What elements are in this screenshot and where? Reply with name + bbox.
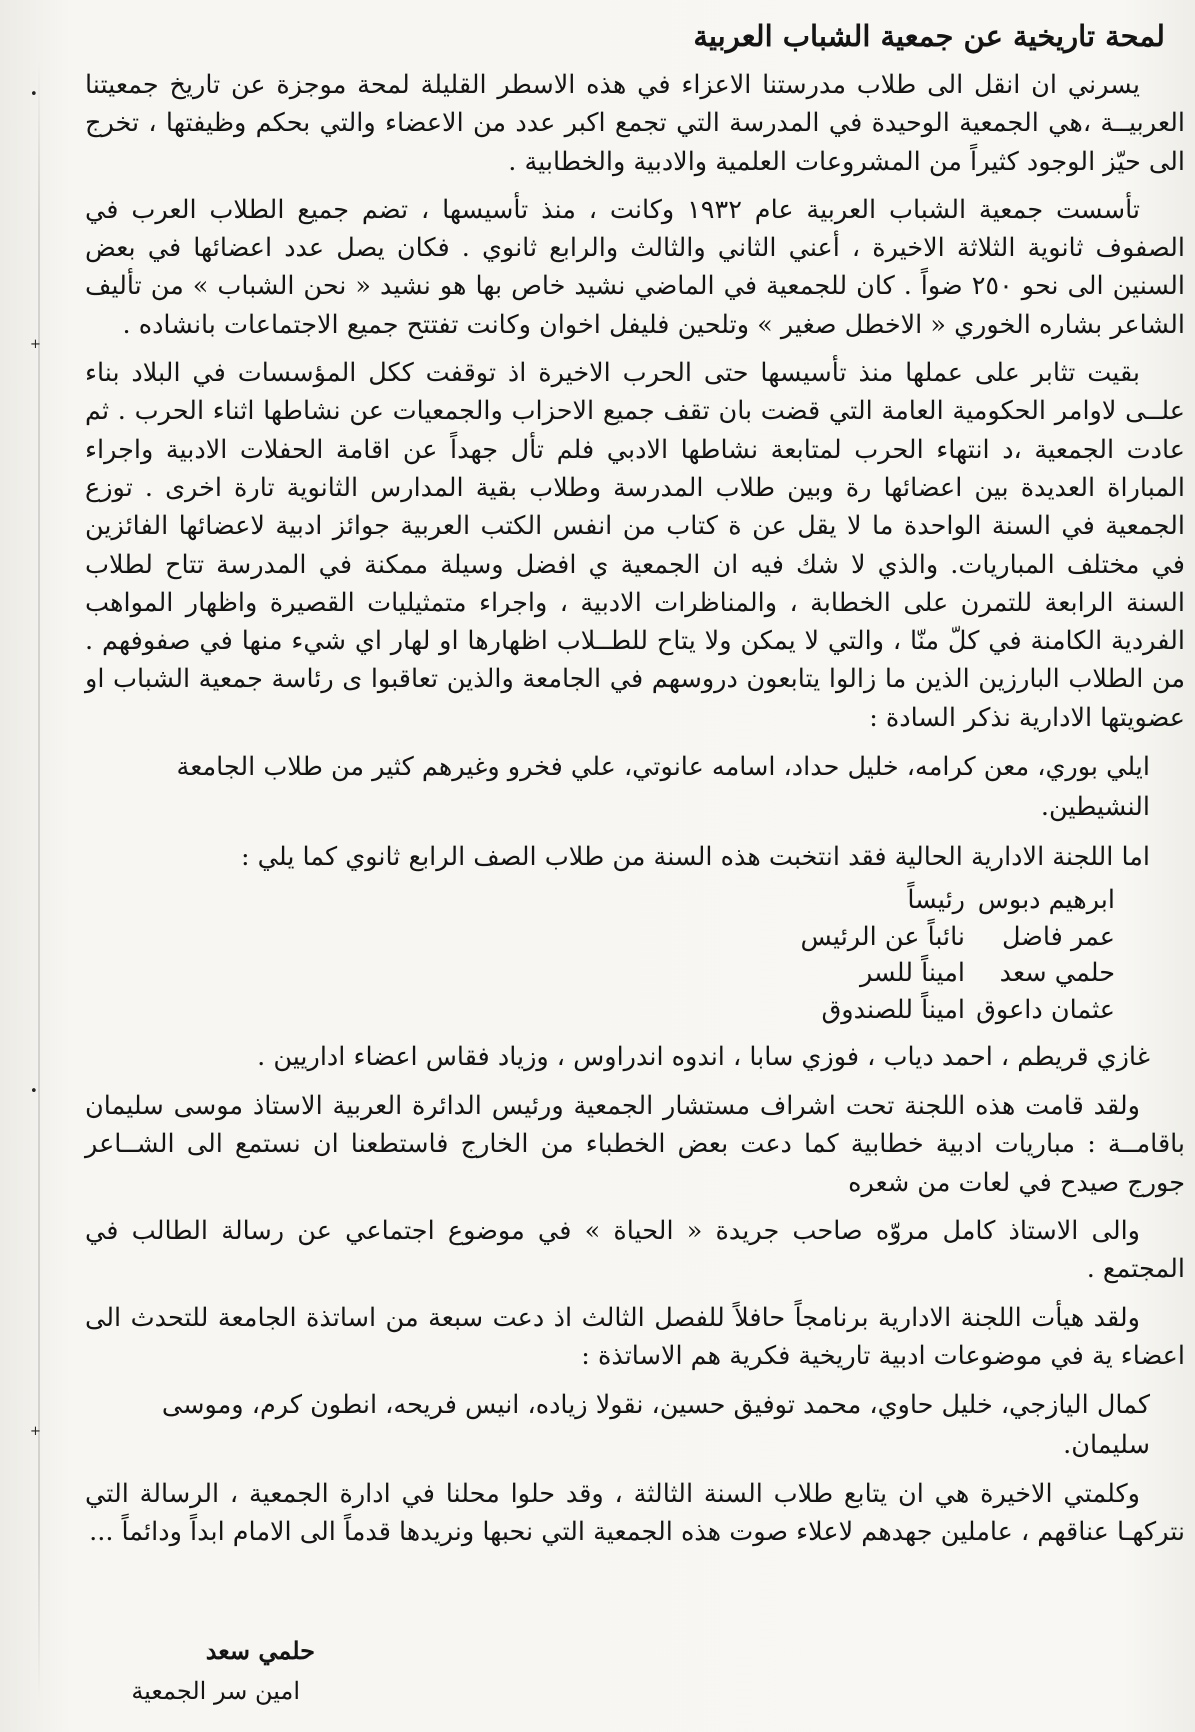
member-role: اميناً للسر [859,958,965,989]
committee-row [85,995,1115,1032]
member-name: حلمي سعد [999,958,1115,989]
guest-speaker-paragraph: والى الاستاذ كامل مروّه صاحب جريدة « الحياة » في موضوع اجتماعي عن رسالة الطالب في المجتمع . [85,1215,1185,1285]
history-paragraph: تأسست جمعية الشباب العربية عام ١٩٣٢ وكانت ، منذ تأسيسها ، تضم جميع الطلاب العرب في الصفوف ثانوية الثلاثة الاخيرة ، أعني الثاني والثالث والرابع ثانوي . فكان يصل عدد اعضائها في بعض السنين الى نحو ٢٥٠ ضواً . كان للجمعية في الماضي نشيد خاص بها هو نشيد « نحن الشباب » من تأليف الشاعر بشاره الخوري « الاخطل صغير » وتلحين فليفل اخوان وكانت تفتتح جميع الاجتماعات بانشاده . [85,194,1185,340]
member-name: عمر فاضل [1001,921,1115,952]
activities-paragraph: بقيت تثابر على عملها منذ تأسيسها حتى الحرب الاخيرة اذ توقفت ككل المؤسسات في البلاد بناء علــى لاوامر الحكومية العامة التي قضت بان تقف جميع الاحزاب والجمعيات عن نشاطها اثناء الحرب . ثم عادت الجمعية ،د انتهاء الحرب لمتابعة نشاطها الادبي فلم تأل جهداً عن اقامة الحفلات الادبية واجراء المباراة العديدة بين اعضائها رة وبين طلاب المدرسة وطلاب بقية المدارس الثانوية تارة اخرى . توزع الجمعية في السنة الواحدة ما لا يقل عن ة كتاب من انفس الكتب العربية جوائز ادبية لاعضائها الفائزين في مختلف المباريات. والذي لا شك فيه ان الجمعية ي افضل وسيلة ممكنة في المدرسة تتاح لطلاب السنة الرابعة للتمرن على الخطابة ، والمناظرات الادبية ، واجراء متمثيليات القصيرة واظهار المواهب الفردية الكامنة في كلّ منّا ، والتي لا يمكن ولا يتاح للطــلاب اظهارها او لهار اي شيء منها في صفوفهم . من الطلاب البارزين الذين ما زالوا يتابعون دروسهم في الجامعة والذين تعاقبوا ى رئاسة جمعية الشباب او عضويتها الادارية نذكر السادة : [85,358,1185,733]
committee-table [85,885,1115,1031]
member-name: عثمان داعوق [976,994,1115,1025]
professors-list: كمال اليازجي، خليل حاوي، محمد توفيق حسين، نقولا زياده، انيس فريحه، انطون كرم، وموسى سليمان. [161,1390,1150,1461]
article [85,6,1185,1716]
programme-paragraph: ولقد هيأت اللجنة الادارية برنامجاً حافلاً للفصل الثالث اذ دعت سبعة من اساتذة الجامعة للتحدث الى اعضاء ية في موضوعات ادبية تاريخية فكرية هم الاساتذة : [85,1302,1185,1371]
binding-hole-mark: + [30,1424,41,1439]
member-role: اميناً للصندوق [821,994,965,1025]
committee-row [85,922,1115,959]
alumni-list: ايلي بوري، معن كرامه، خليل حداد، اسامه عانوتي، علي فخرو وغيرهم كثير من طلاب الجامعة النشيطين. [176,752,1150,823]
binding-hole-mark: • [30,87,38,102]
binding-edge [38,60,40,1700]
signatory-role: امين سر الجمعية [131,1677,300,1705]
events-paragraph: ولقد قامت هذه اللجنة تحت اشراف مستشار الجمعية ورئيس الدائرة العربية الاستاذ موسى سليمان باقامــة : مباريات ادبية خطابية كما دعت بعض الخطباء من الخارج فاستطعنا ان نستمع الى الشــاعر جورج صيدح في لعات من شعره [85,1091,1185,1198]
signature-block [85,1631,1185,1711]
member-role: نائباً عن الرئيس [800,921,965,952]
binding-hole-mark: • [30,1084,38,1099]
committee-row [85,885,1115,922]
signatory-name: حلمي سعد [205,1636,315,1665]
committee-members: غازي قريطم ، احمد دياب ، فوزي سابا ، اندوه اندراوس ، وزياد فقاس اعضاء اداريين . [257,1042,1150,1073]
closing-paragraph: وكلمتي الاخيرة هي ان يتابع طلاب السنة الثالثة ، وقد حلوا محلنا في ادارة الجمعية ، الرسالة التي نتركهـا عناقهم ، عاملين جهدهم لاعلاء صوت هذه الجمعية التي نحبها ونريدها قدماً الى الامام ابداً ودائماً ... [85,1479,1185,1548]
committee-intro: اما اللجنة الادارية الحالية فقد انتخبت هذه السنة من طلاب الصف الرابع ثانوي كما يلي : [240,842,1150,873]
member-role: رئيساً [907,885,965,916]
intro-paragraph: يسرني ان انقل الى طلاب مدرستنا الاعزاء في هذه الاسطر القليلة لمحة موجزة عن تاريخ جمعيتنا العربيــة ،هي الجمعية الوحيدة في المدرسة التي تجمع اكبر عدد من الاعضاء والتي بحكم وظيفتها ، تخرج الى حيّز الوجود كثيراً من المشروعات العلمية والادبية والخطابية . [85,70,1185,177]
member-name: ابرهيم دبوس [977,885,1115,916]
article-title: لمحة تاريخية عن جمعية الشباب العربية [693,19,1165,53]
committee-row [85,958,1115,995]
binding-hole-mark: + [30,337,41,352]
